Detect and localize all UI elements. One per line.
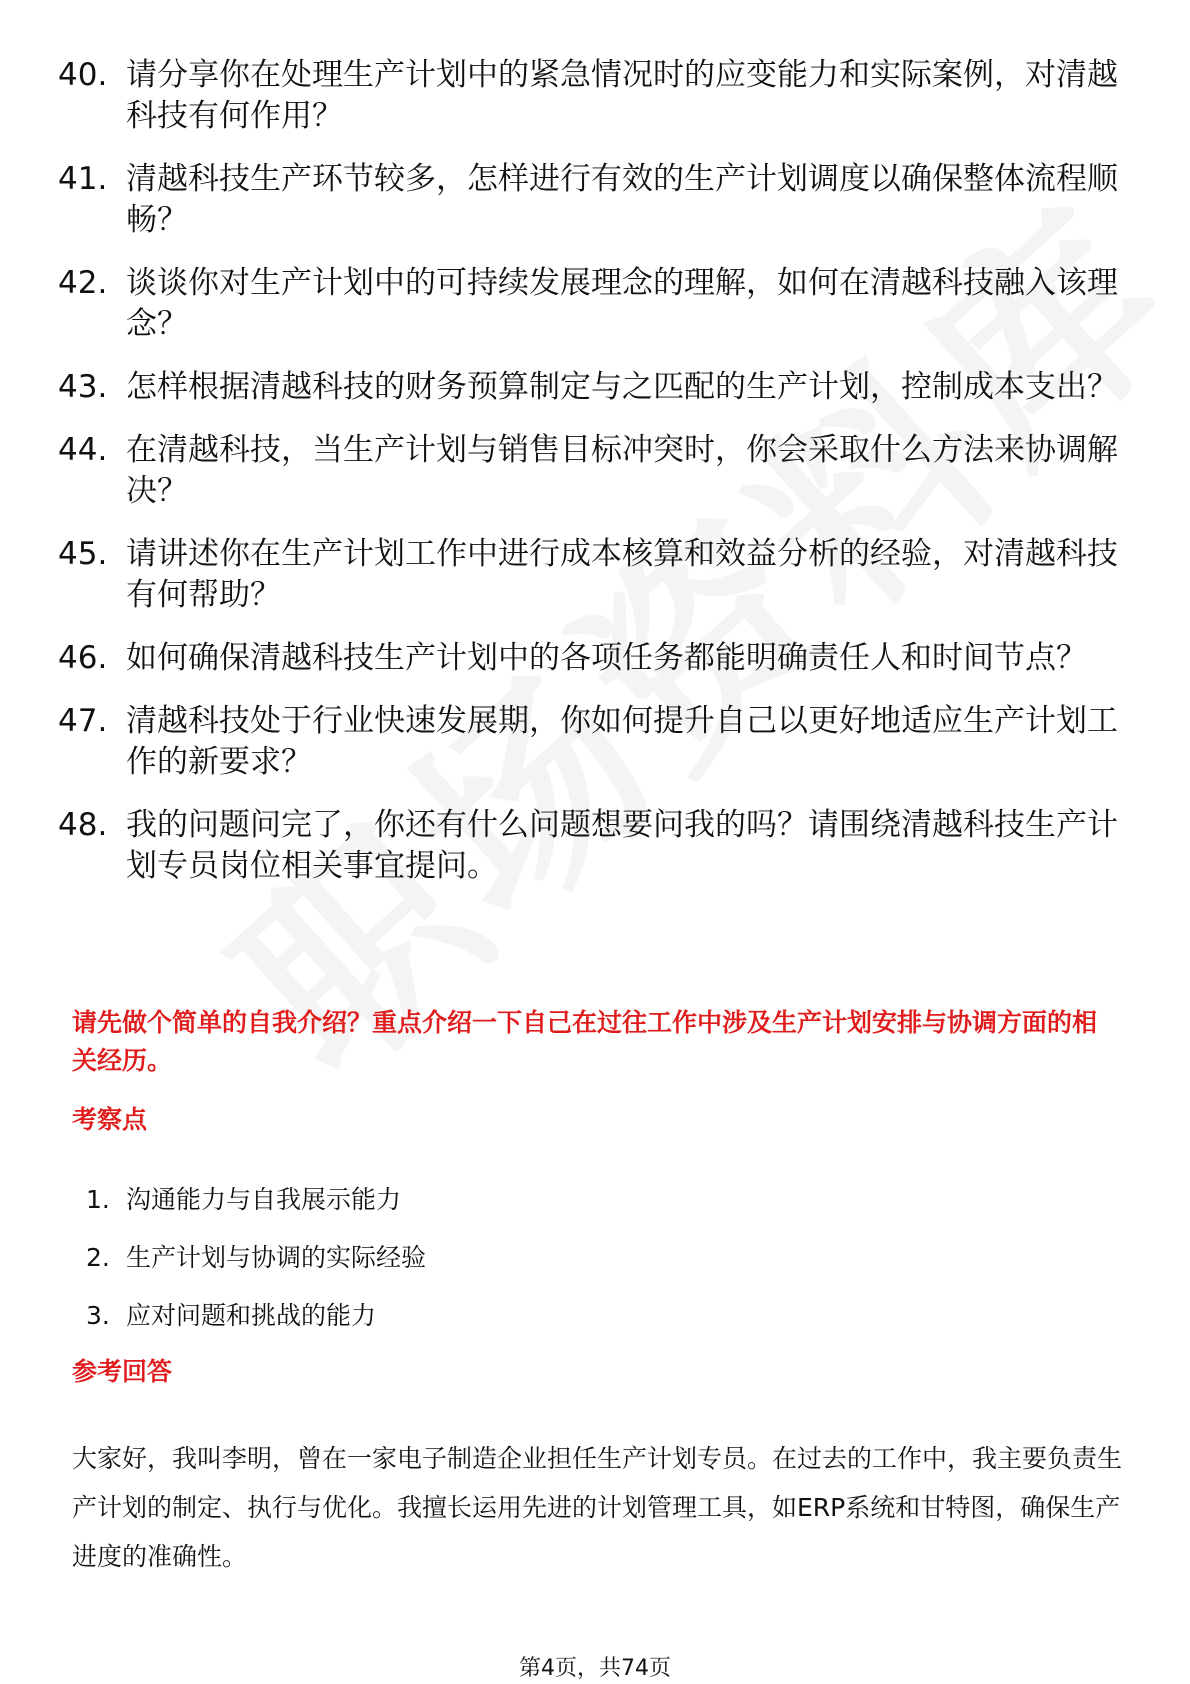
question-number: 44. (58, 432, 108, 468)
question-text: 我的问题问完了，你还有什么问题想要问我的吗？请围绕清越科技生产计划专员岗位相关事宜提问。 (126, 807, 1118, 884)
question-item (58, 367, 1118, 408)
question-number: 46. (58, 640, 108, 676)
point-number: 1. (86, 1185, 110, 1214)
featured-question: 请先做个简单的自我介绍？重点介绍一下自己在过往工作中涉及生产计划安排与协调方面的相关经历。 (72, 1008, 1098, 1075)
question-text: 怎样根据清越科技的财务预算制定与之匹配的生产计划，控制成本支出？ (126, 369, 1118, 405)
question-number: 42. (58, 265, 108, 301)
question-item (58, 55, 1118, 137)
assessment-heading: 考察点 (72, 1105, 148, 1134)
reference-answer: 大家好，我叫李明，曾在一家电子制造企业担任生产计划专员。在过去的工作中，我主要负责生产计划的制定、执行与优化。我擅长运用先进的计划管理工具，如ERP系统和甘特图，确保生产进度的准确性。 (72, 1444, 1123, 1571)
question-number: 40. (58, 57, 108, 93)
point-number: 3. (86, 1301, 110, 1330)
question-number: 43. (58, 369, 108, 405)
question-text: 如何确保清越科技生产计划中的各项任务都能明确责任人和时间节点？ (126, 640, 1087, 676)
question-text: 在清越科技，当生产计划与销售目标冲突时，你会采取什么方法来协调解决？ (126, 432, 1118, 509)
question-number: 41. (58, 161, 108, 197)
question-list (58, 55, 1118, 909)
question-number: 48. (58, 807, 108, 843)
point-text: 沟通能力与自我展示能力 (126, 1185, 402, 1214)
question-item (58, 534, 1118, 616)
assessment-point (86, 1287, 426, 1345)
question-number: 47. (58, 703, 108, 739)
point-number: 2. (86, 1243, 110, 1272)
question-item (58, 805, 1118, 887)
question-item (58, 159, 1118, 241)
question-text: 谈谈你对生产计划中的可持续发展理念的理解，如何在清越科技融入该理念？ (126, 265, 1118, 342)
assessment-point (86, 1171, 426, 1229)
reference-heading: 参考回答 (72, 1357, 173, 1386)
question-text: 清越科技处于行业快速发展期，你如何提升自己以更好地适应生产计划工作的新要求？ (126, 703, 1118, 780)
assessment-point (86, 1229, 426, 1287)
page-footer: 第4页，共74页 (519, 1656, 671, 1681)
question-text: 清越科技生产环节较多，怎样进行有效的生产计划调度以确保整体流程顺畅？ (126, 161, 1118, 238)
assessment-points (86, 1171, 426, 1345)
question-item (58, 638, 1118, 679)
question-item (58, 263, 1118, 345)
question-item (58, 430, 1118, 512)
question-text: 请分享你在处理生产计划中的紧急情况时的应变能力和实际案例，对清越科技有何作用？ (126, 57, 1118, 134)
question-number: 45. (58, 536, 108, 572)
question-item (58, 701, 1118, 783)
point-text: 生产计划与协调的实际经验 (126, 1243, 427, 1272)
point-text: 应对问题和挑战的能力 (126, 1301, 377, 1330)
question-text: 请讲述你在生产计划工作中进行成本核算和效益分析的经验，对清越科技有何帮助？ (126, 536, 1118, 613)
